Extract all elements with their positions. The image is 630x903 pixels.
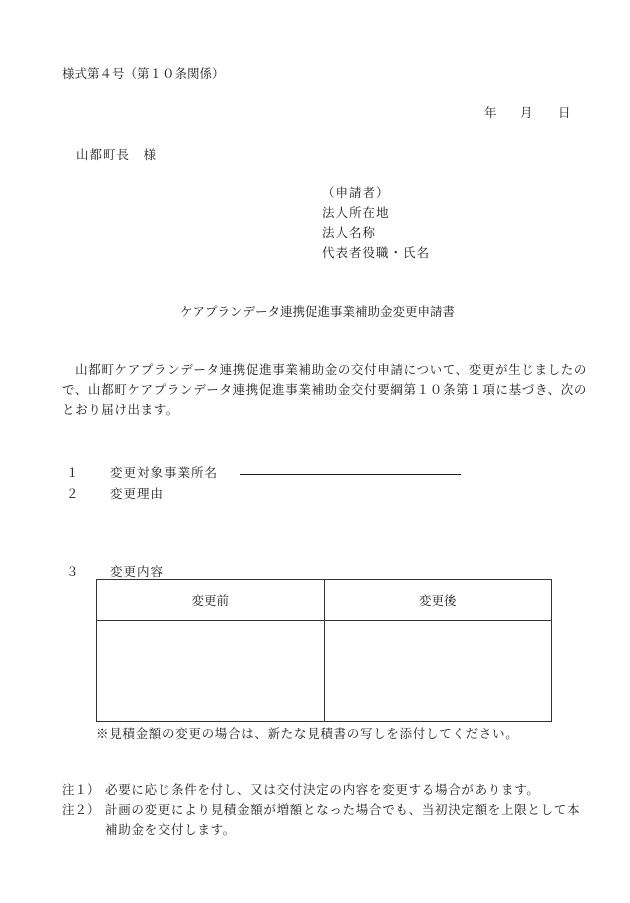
addressee: 山都町長 様 [76, 147, 158, 162]
item-number: ３ [66, 564, 79, 579]
applicant-address-label: 法人所在地 [322, 205, 390, 220]
facility-name-line [240, 474, 461, 475]
change-content-table [96, 579, 552, 722]
before-cell[interactable] [97, 621, 325, 722]
note-text: 必要に応じ条件を付し、又は交付決定の内容を変更する場合があります。 [105, 782, 540, 797]
estimate-note: ※見積金額の変更の場合は、新たな見積書の写しを添付してください。 [96, 726, 519, 741]
body-paragraph: 山都町ケアプランデータ連携促進事業補助金の交付申請について、変更が生じましたので、山都町ケアプランデータ連携促進事業補助金交付要綱第１０条第１項に基づき、次のとおり届け出ます。 [62, 362, 587, 417]
item-label: 変更内容 [110, 564, 165, 579]
item-number: ２ [66, 486, 79, 501]
note-label: 注１） [62, 782, 100, 797]
note-label: 注２） [62, 802, 100, 817]
form-label: 様式第４号（第１０条関係） [62, 66, 225, 81]
document-title: ケアプランデータ連携促進事業補助金変更申請書 [180, 304, 456, 319]
applicant-heading: （申請者） [322, 185, 390, 200]
item-label: 変更対象事業所名 [110, 465, 219, 480]
after-cell[interactable] [324, 621, 552, 722]
before-header: 変更前 [97, 580, 325, 621]
date-day-label: 日 [558, 105, 571, 120]
date-month-label: 月 [520, 105, 533, 120]
date-year-label: 年 [484, 105, 497, 120]
item-number: １ [66, 465, 79, 480]
note-text: 計画の変更により見積金額が増額となった場合でも、当初決定額を上限として本補助金を交付します。 [105, 802, 581, 837]
applicant-name-label: 法人名称 [322, 225, 377, 240]
applicant-representative-label: 代表者役職・氏名 [322, 245, 431, 260]
item-label: 変更理由 [110, 486, 165, 501]
after-header: 変更後 [324, 580, 552, 621]
